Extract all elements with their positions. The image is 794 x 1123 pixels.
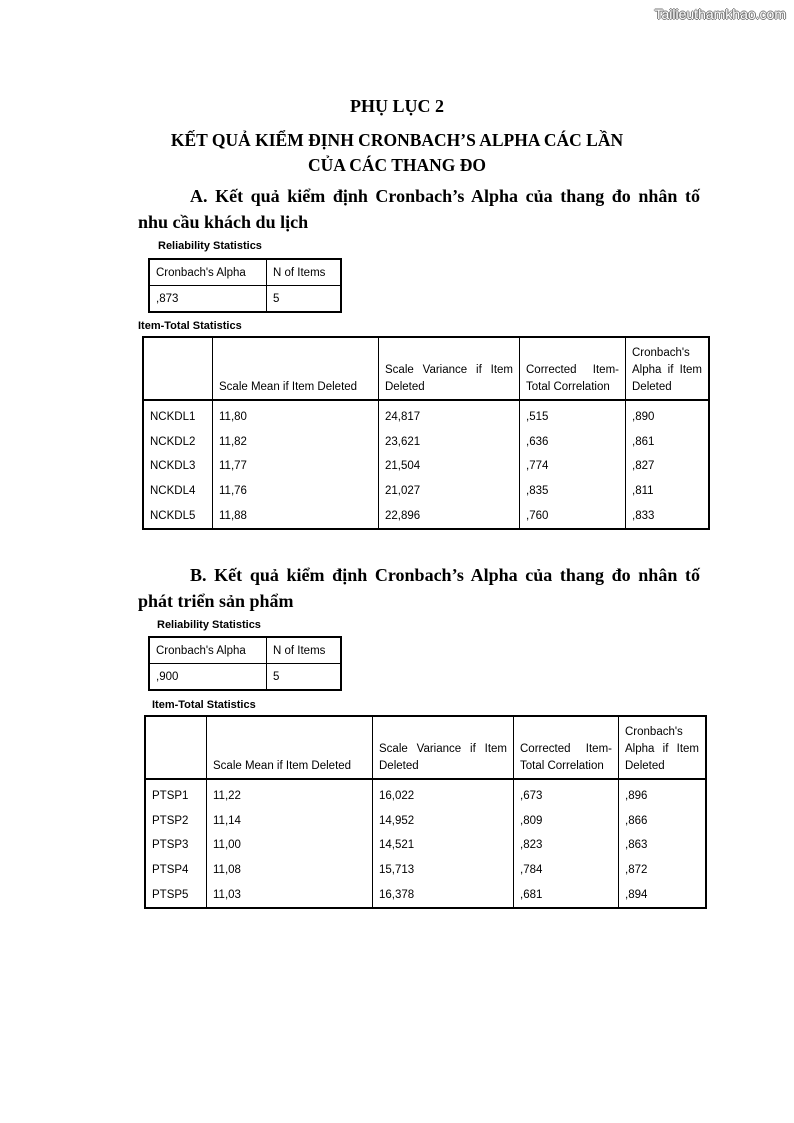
main-title-line-2: CỦA CÁC THANG ĐO xyxy=(307,155,487,175)
row-label: PTSP5 xyxy=(145,882,207,908)
cell-alpha-if-deleted: ,833 xyxy=(626,503,710,529)
item-header-alpha-if-deleted: Cronbach's Alpha if Item Deleted xyxy=(626,337,710,400)
table-row xyxy=(145,858,706,883)
cell-scale-mean: 11,82 xyxy=(213,430,379,455)
cell-scale-mean: 11,03 xyxy=(207,882,373,908)
item-header-alpha-if-deleted: Cronbach's Alpha if Item Deleted xyxy=(619,716,707,779)
reliability-header-alpha: Cronbach's Alpha xyxy=(149,637,267,664)
cell-corrected-correlation: ,809 xyxy=(514,809,619,834)
section-a-reliability-table xyxy=(148,258,342,313)
section-a-reliability-caption: Reliability Statistics xyxy=(158,240,262,252)
table-row xyxy=(145,809,706,834)
cell-scale-variance: 23,621 xyxy=(379,430,520,455)
cell-scale-mean: 11,76 xyxy=(213,479,379,504)
row-label: PTSP1 xyxy=(145,779,207,809)
cell-corrected-correlation: ,784 xyxy=(514,858,619,883)
row-label: NCKDL1 xyxy=(143,400,213,430)
cell-scale-variance: 16,022 xyxy=(373,779,514,809)
section-b-reliability-caption: Reliability Statistics xyxy=(157,619,261,631)
cell-scale-mean: 11,77 xyxy=(213,454,379,479)
table-row xyxy=(143,400,709,430)
watermark-text: Tailieuthamkhao.com xyxy=(654,6,786,22)
table-row xyxy=(143,503,709,529)
cell-alpha-if-deleted: ,827 xyxy=(626,454,710,479)
reliability-value-items: 5 xyxy=(267,286,342,313)
item-header-scale-variance: Scale Variance if Item Deleted xyxy=(373,716,514,779)
reliability-header-alpha: Cronbach's Alpha xyxy=(149,259,267,286)
main-title-line-1: KẾT QUẢ KIỂM ĐỊNH CRONBACH’S ALPHA CÁC LẦN xyxy=(170,130,624,150)
table-row xyxy=(145,779,706,809)
item-header-corrected-correlation: Corrected Item-Total Correlation xyxy=(514,716,619,779)
cell-alpha-if-deleted: ,811 xyxy=(626,479,710,504)
row-label: PTSP2 xyxy=(145,809,207,834)
cell-scale-variance: 21,027 xyxy=(379,479,520,504)
reliability-header-items: N of Items xyxy=(267,259,342,286)
row-label: NCKDL3 xyxy=(143,454,213,479)
item-header-scale-mean: Scale Mean if Item Deleted xyxy=(207,716,373,779)
cell-corrected-correlation: ,774 xyxy=(520,454,626,479)
item-header-scale-variance: Scale Variance if Item Deleted xyxy=(379,337,520,400)
cell-alpha-if-deleted: ,863 xyxy=(619,833,707,858)
cell-alpha-if-deleted: ,890 xyxy=(626,400,710,430)
cell-scale-variance: 14,952 xyxy=(373,809,514,834)
cell-scale-mean: 11,80 xyxy=(213,400,379,430)
cell-scale-mean: 11,88 xyxy=(213,503,379,529)
item-header-blank xyxy=(145,716,207,779)
cell-alpha-if-deleted: ,896 xyxy=(619,779,707,809)
cell-corrected-correlation: ,823 xyxy=(514,833,619,858)
cell-scale-variance: 15,713 xyxy=(373,858,514,883)
cell-corrected-correlation: ,760 xyxy=(520,503,626,529)
cell-corrected-correlation: ,835 xyxy=(520,479,626,504)
main-title xyxy=(0,128,794,178)
item-header-blank xyxy=(143,337,213,400)
row-label: NCKDL5 xyxy=(143,503,213,529)
cell-scale-mean: 11,22 xyxy=(207,779,373,809)
appendix-title: PHỤ LỤC 2 xyxy=(350,96,444,116)
cell-scale-variance: 14,521 xyxy=(373,833,514,858)
section-a-item-caption: Item-Total Statistics xyxy=(138,320,242,332)
cell-corrected-correlation: ,681 xyxy=(514,882,619,908)
table-row xyxy=(143,454,709,479)
reliability-value-alpha: ,873 xyxy=(149,286,267,313)
section-b-item-caption: Item-Total Statistics xyxy=(152,699,256,711)
reliability-value-items: 5 xyxy=(267,664,342,691)
section-a-item-table xyxy=(142,336,710,530)
section-b-reliability-table xyxy=(148,636,342,691)
row-label: PTSP3 xyxy=(145,833,207,858)
reliability-header-items: N of Items xyxy=(267,637,342,664)
table-row xyxy=(145,833,706,858)
row-label: NCKDL2 xyxy=(143,430,213,455)
item-header-scale-mean: Scale Mean if Item Deleted xyxy=(213,337,379,400)
item-header-corrected-correlation: Corrected Item-Total Correlation xyxy=(520,337,626,400)
cell-scale-variance: 21,504 xyxy=(379,454,520,479)
cell-scale-variance: 24,817 xyxy=(379,400,520,430)
cell-alpha-if-deleted: ,872 xyxy=(619,858,707,883)
table-row xyxy=(143,430,709,455)
cell-corrected-correlation: ,515 xyxy=(520,400,626,430)
reliability-value-alpha: ,900 xyxy=(149,664,267,691)
cell-scale-mean: 11,14 xyxy=(207,809,373,834)
row-label: PTSP4 xyxy=(145,858,207,883)
cell-scale-mean: 11,00 xyxy=(207,833,373,858)
cell-corrected-correlation: ,636 xyxy=(520,430,626,455)
table-row xyxy=(143,479,709,504)
cell-scale-mean: 11,08 xyxy=(207,858,373,883)
cell-alpha-if-deleted: ,866 xyxy=(619,809,707,834)
cell-alpha-if-deleted: ,894 xyxy=(619,882,707,908)
section-a-heading: A. Kết quả kiểm định Cronbach’s Alpha của thang đo nhân tố nhu cầu khách du lịch xyxy=(138,186,700,232)
section-b-heading: B. Kết quả kiểm định Cronbach’s Alpha của thang đo nhân tố phát triển sản phẩm xyxy=(138,565,700,611)
table-row xyxy=(145,882,706,908)
cell-corrected-correlation: ,673 xyxy=(514,779,619,809)
cell-scale-variance: 22,896 xyxy=(379,503,520,529)
cell-scale-variance: 16,378 xyxy=(373,882,514,908)
cell-alpha-if-deleted: ,861 xyxy=(626,430,710,455)
section-b-item-table xyxy=(144,715,707,909)
row-label: NCKDL4 xyxy=(143,479,213,504)
